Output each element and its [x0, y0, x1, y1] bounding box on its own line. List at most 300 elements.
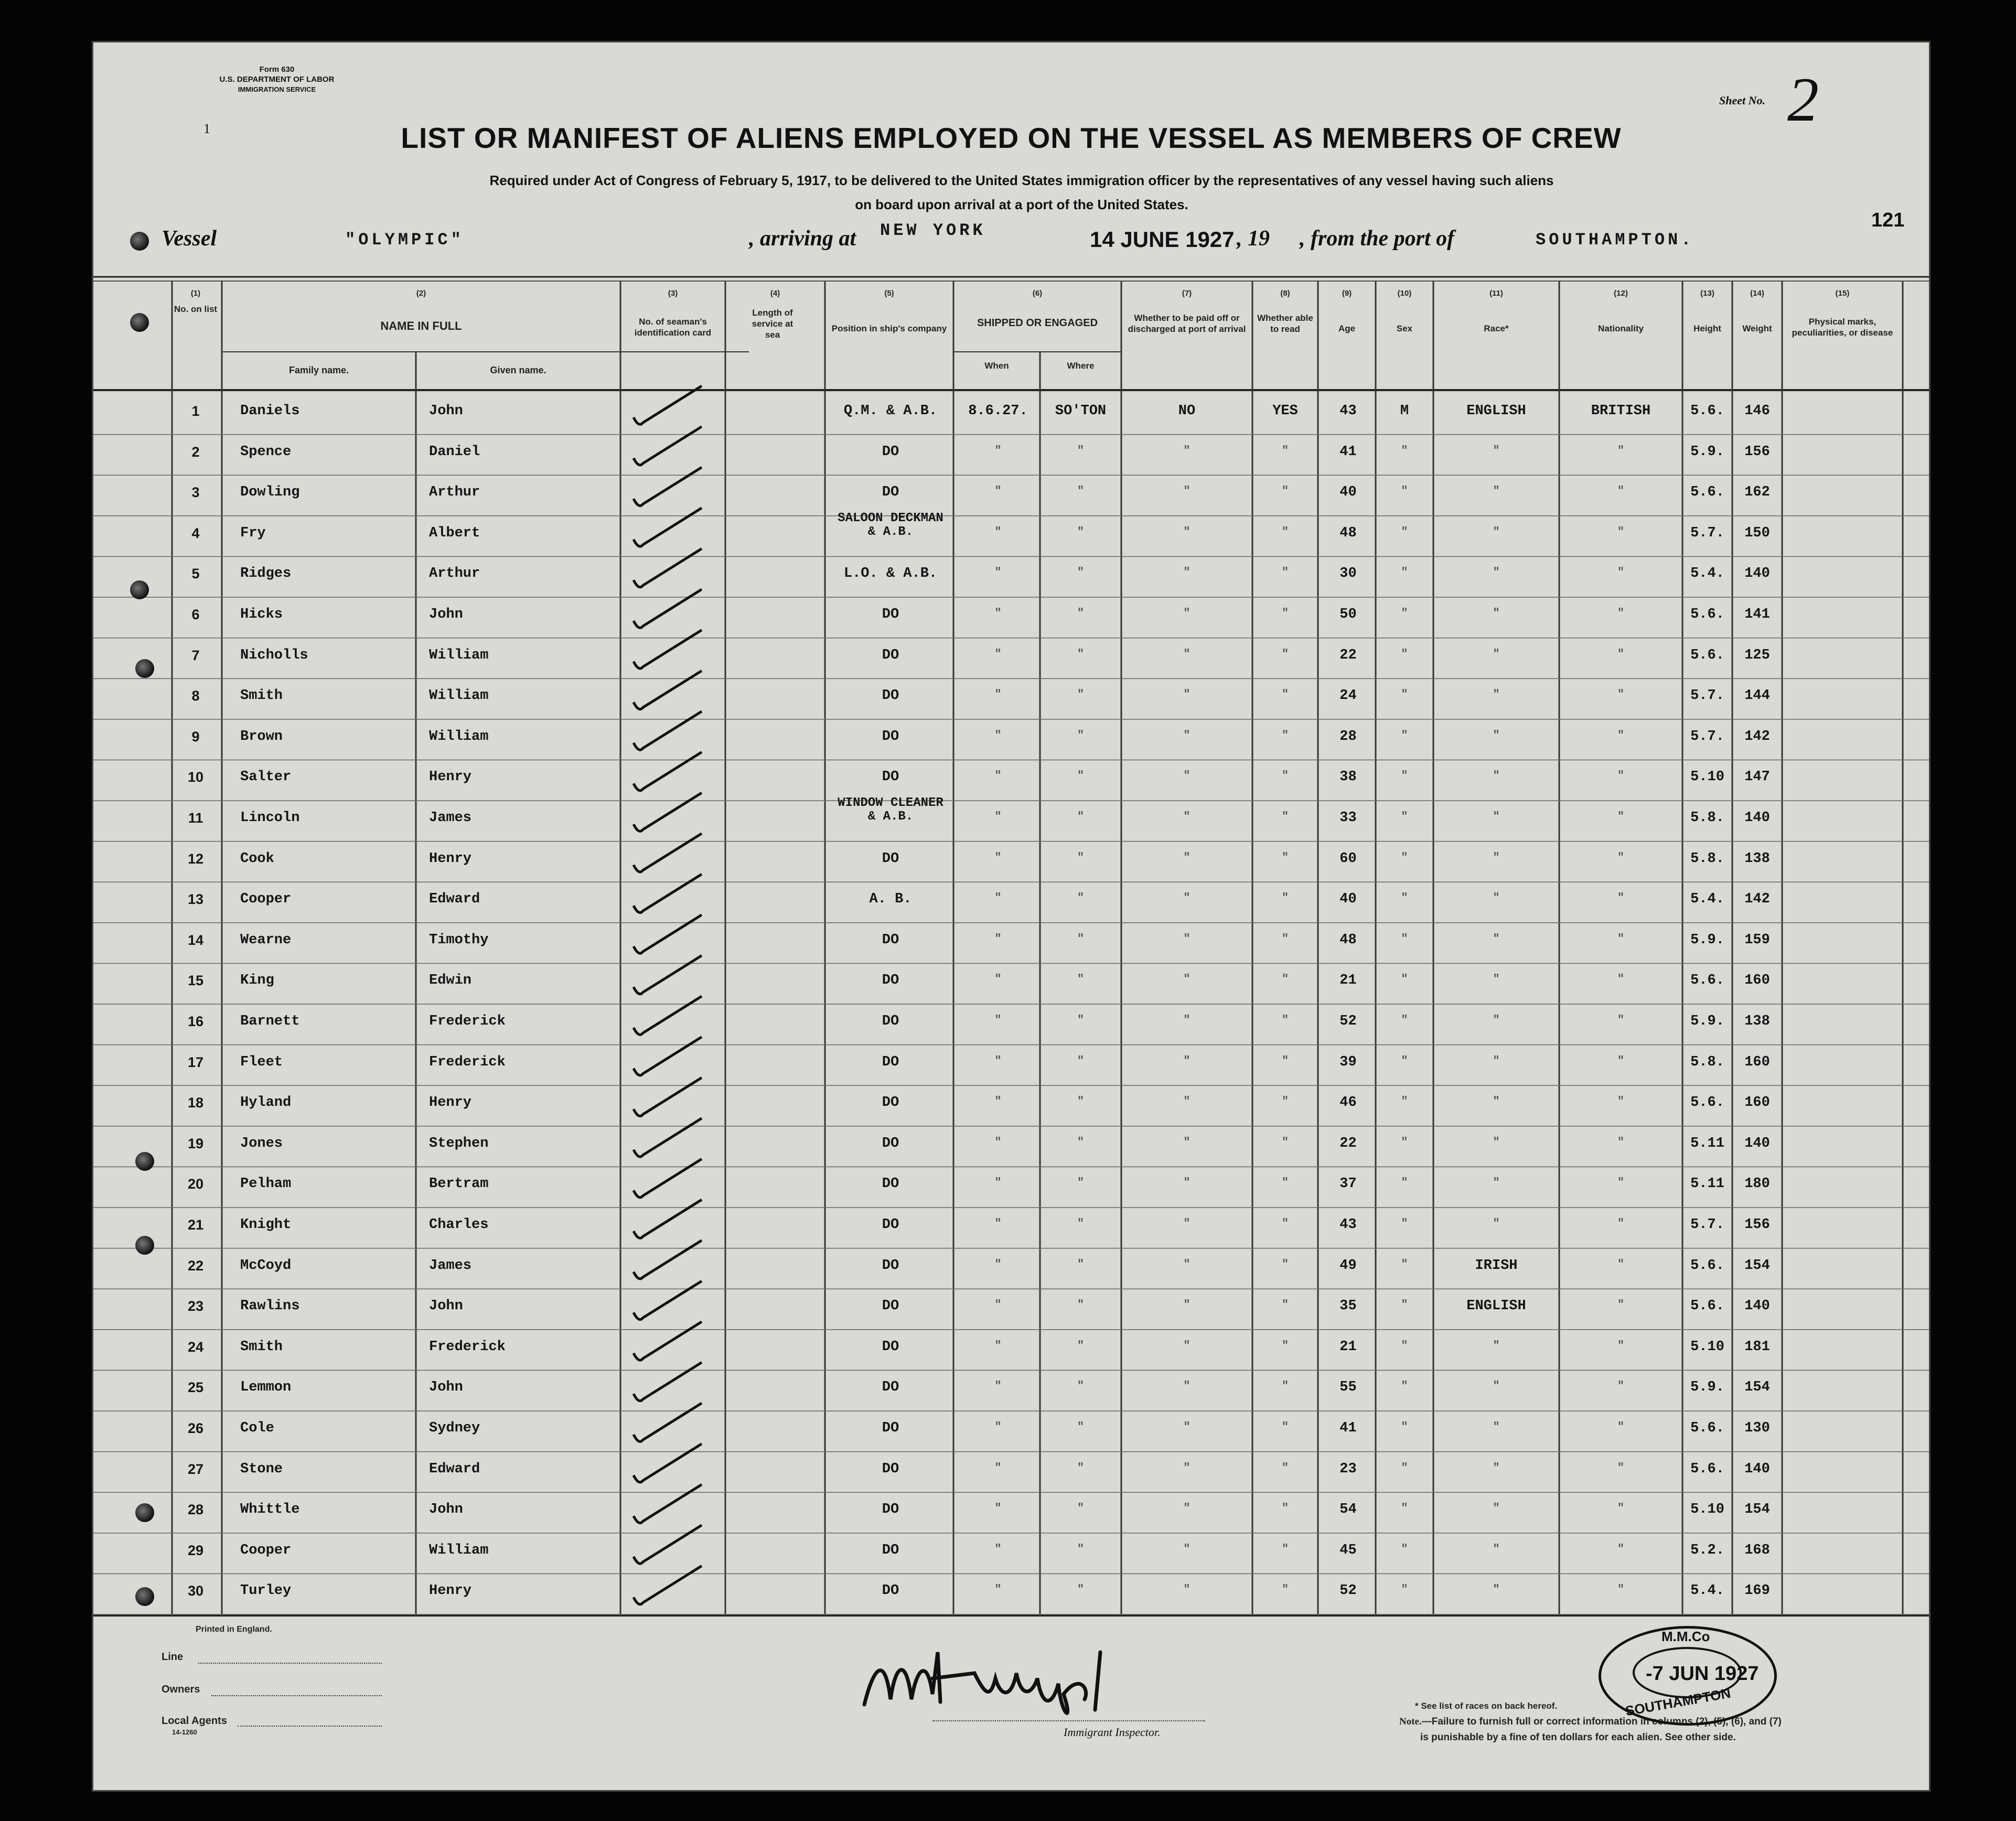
age: 52 — [1339, 1583, 1357, 1599]
shipped-where: " — [1077, 1380, 1085, 1393]
race: " — [1493, 1461, 1500, 1474]
shipped-where: " — [1077, 1054, 1085, 1068]
height: 5.10 — [1690, 1502, 1724, 1518]
check-mark — [634, 1484, 702, 1523]
able-to-read: " — [1281, 1217, 1289, 1230]
family-name: Nicholls — [240, 647, 308, 663]
paid-off: " — [1183, 1339, 1191, 1352]
shipped-when: " — [994, 973, 1002, 986]
col6-number: (6) — [1032, 289, 1043, 298]
shipped-where: " — [1077, 1014, 1085, 1027]
sex: " — [1401, 1502, 1408, 1515]
shipped-when: " — [994, 932, 1002, 945]
nationality: " — [1617, 688, 1625, 702]
row-number: 30 — [187, 1583, 204, 1599]
family-name: Hyland — [240, 1095, 292, 1111]
position: DO — [882, 444, 899, 460]
nationality: " — [1617, 1339, 1625, 1352]
col2-label: NAME IN FULL — [380, 319, 462, 332]
nationality: " — [1617, 891, 1625, 905]
race: " — [1493, 647, 1500, 661]
check-mark — [634, 1444, 702, 1482]
col5-label: Position in ship's company — [831, 324, 947, 333]
paid-off: " — [1183, 1095, 1191, 1108]
local-agents-label: Local Agents — [162, 1715, 227, 1727]
given-name: Edward — [429, 1461, 480, 1477]
shipped-when: " — [994, 769, 1002, 783]
position: DO — [882, 932, 899, 948]
shipped-where: " — [1077, 1583, 1085, 1597]
service-name: IMMIGRATION SERVICE — [238, 85, 316, 93]
weight: 156 — [1744, 444, 1770, 460]
age: 43 — [1339, 403, 1357, 419]
row-number: 7 — [191, 647, 200, 663]
weight: 168 — [1744, 1542, 1770, 1558]
row-number: 8 — [191, 688, 200, 704]
row-number: 18 — [187, 1095, 204, 1111]
position: DO — [882, 1461, 899, 1477]
weight: 140 — [1744, 810, 1770, 826]
from-port-label: , from the port of — [1300, 227, 1455, 251]
family-name: Cooper — [240, 891, 292, 908]
age: 41 — [1339, 444, 1357, 460]
able-to-read: " — [1281, 1135, 1289, 1149]
shipped-when: " — [994, 1380, 1002, 1393]
shipped-when: " — [994, 688, 1002, 702]
row-number: 21 — [187, 1217, 204, 1233]
able-to-read: " — [1281, 1461, 1289, 1474]
race: " — [1493, 1054, 1500, 1068]
binder-hole — [135, 1587, 154, 1606]
race: " — [1493, 973, 1500, 986]
height: 5.6. — [1690, 1461, 1724, 1477]
position: SALOON DECKMAN & A.B. — [838, 511, 943, 539]
age: 40 — [1339, 484, 1357, 501]
weight: 140 — [1744, 1298, 1770, 1314]
height: 5.6. — [1690, 403, 1724, 419]
check-mark — [634, 386, 702, 424]
check-mark — [634, 427, 702, 465]
height: 5.9. — [1690, 1380, 1724, 1396]
age: 22 — [1339, 1135, 1357, 1151]
nationality: " — [1617, 484, 1625, 498]
shipped-where: " — [1077, 1542, 1085, 1556]
paid-off: " — [1183, 810, 1191, 823]
family-name: McCoyd — [240, 1257, 292, 1274]
shipped-when: " — [994, 850, 1002, 864]
given-name: William — [429, 647, 489, 663]
paid-off: " — [1183, 1461, 1191, 1474]
form-identifier — [198, 64, 356, 94]
paid-off: " — [1183, 1217, 1191, 1230]
shipped-when: " — [994, 1420, 1002, 1434]
able-to-read: " — [1281, 525, 1289, 538]
row-number: 23 — [187, 1298, 204, 1314]
row-number: 26 — [187, 1420, 204, 1436]
family-name: Turley — [240, 1583, 292, 1599]
paid-off: " — [1183, 1054, 1191, 1068]
age: 30 — [1339, 566, 1357, 582]
col7-number: (7) — [1182, 289, 1192, 298]
check-mark — [634, 793, 702, 831]
race: " — [1493, 932, 1500, 945]
subtitle-line-1: Required under Act of Congress of February 5, 1917, to be delivered to the United States immigration officer by the representatives of any vessel having such aliens — [489, 173, 1554, 188]
row-number: 6 — [191, 607, 200, 622]
row-number: 13 — [187, 891, 204, 908]
row-number: 24 — [187, 1339, 204, 1355]
paid-off: " — [1183, 525, 1191, 538]
position: DO — [882, 484, 899, 501]
position: DO — [882, 1054, 899, 1070]
sheet-number-label: Sheet No. — [1719, 94, 1765, 107]
check-mark — [634, 752, 702, 790]
row-number: 29 — [187, 1542, 204, 1558]
col6-where-label: Where — [1067, 361, 1095, 371]
shipped-when: " — [994, 1257, 1002, 1271]
shipped-when: " — [994, 1095, 1002, 1108]
position: DO — [882, 688, 899, 704]
able-to-read: " — [1281, 932, 1289, 945]
shipped-where: " — [1077, 1339, 1085, 1352]
weight: 150 — [1744, 525, 1770, 541]
shipped-where: " — [1077, 1217, 1085, 1230]
nationality: BRITISH — [1591, 403, 1651, 419]
height: 5.6. — [1690, 1420, 1724, 1436]
family-name: Fry — [240, 525, 266, 541]
binder-hole — [135, 659, 154, 678]
age: 55 — [1339, 1380, 1357, 1396]
weight: 154 — [1744, 1257, 1770, 1274]
weight: 142 — [1744, 891, 1770, 908]
binder-hole — [130, 313, 149, 332]
weight: 142 — [1744, 728, 1770, 745]
local-agents-field — [238, 1726, 382, 1727]
shipped-where: " — [1077, 607, 1085, 620]
shipped-where: " — [1077, 566, 1085, 579]
sex: " — [1401, 566, 1408, 579]
weight: 160 — [1744, 1054, 1770, 1070]
race: " — [1493, 1095, 1500, 1108]
shipped-where: " — [1077, 1257, 1085, 1271]
nationality: " — [1617, 973, 1625, 986]
given-name: Sydney — [429, 1420, 480, 1436]
binder-hole — [130, 232, 149, 251]
height: 5.6. — [1690, 484, 1724, 501]
weight: 138 — [1744, 1014, 1770, 1029]
row-number: 22 — [187, 1257, 204, 1274]
age: 46 — [1339, 1095, 1357, 1111]
shipped-where: " — [1077, 932, 1085, 945]
nationality: " — [1617, 1583, 1625, 1597]
family-name: Stone — [240, 1461, 283, 1477]
paid-off: " — [1183, 891, 1191, 905]
given-name: Henry — [429, 1095, 472, 1111]
sex: " — [1401, 1298, 1408, 1312]
nationality: " — [1617, 607, 1625, 620]
able-to-read: " — [1281, 1420, 1289, 1434]
position: DO — [882, 769, 899, 785]
paid-off: " — [1183, 1257, 1191, 1271]
shipped-when: " — [994, 1542, 1002, 1556]
sex: " — [1401, 525, 1408, 538]
stamp-date: -7 JUN 1927 — [1646, 1663, 1759, 1685]
nationality: " — [1617, 769, 1625, 783]
check-mark — [634, 1118, 702, 1157]
given-name: John — [429, 607, 463, 622]
shipped-where: " — [1077, 769, 1085, 783]
age: 48 — [1339, 932, 1357, 948]
inspector-label: Immigrant Inspector. — [1064, 1726, 1161, 1739]
family-name: King — [240, 973, 274, 989]
age: 23 — [1339, 1461, 1357, 1477]
race: " — [1493, 810, 1500, 823]
shipped-when: " — [994, 566, 1002, 579]
paid-off: " — [1183, 484, 1191, 498]
col6-when-label: When — [984, 361, 1009, 371]
height: 5.11 — [1690, 1176, 1724, 1192]
paid-off: " — [1183, 850, 1191, 864]
family-name: Salter — [240, 769, 292, 785]
shipped-when: " — [994, 1054, 1002, 1068]
binder-hole — [135, 1236, 154, 1255]
sex: " — [1401, 1095, 1408, 1108]
form-number: Form 630 — [259, 65, 295, 74]
able-to-read: " — [1281, 484, 1289, 498]
arriving-label: , arriving at — [749, 227, 856, 251]
age: 35 — [1339, 1298, 1357, 1314]
line-label: Line — [162, 1651, 184, 1663]
position: DO — [882, 1502, 899, 1518]
check-mark — [634, 915, 702, 953]
age: 21 — [1339, 1339, 1357, 1355]
position: Q.M. & A.B. — [843, 403, 938, 419]
age: 28 — [1339, 728, 1357, 745]
shipped-when: " — [994, 810, 1002, 823]
paid-off: " — [1183, 1380, 1191, 1393]
sex: " — [1401, 1461, 1408, 1474]
check-mark — [634, 508, 702, 546]
paid-off: " — [1183, 1176, 1191, 1190]
family-name: Ridges — [240, 566, 292, 582]
col2-family-label: Family name. — [288, 365, 349, 375]
race: ENGLISH — [1466, 1298, 1526, 1314]
height: 5.7. — [1690, 525, 1724, 541]
shipped-when: 8.6.27. — [968, 403, 1028, 419]
family-name: Barnett — [240, 1014, 300, 1029]
sex: " — [1401, 1014, 1408, 1027]
paid-off: " — [1183, 973, 1191, 986]
age: 21 — [1339, 973, 1357, 989]
sex: " — [1401, 1176, 1408, 1190]
nationality: " — [1617, 1014, 1625, 1027]
position: DO — [882, 1339, 899, 1355]
age: 43 — [1339, 1217, 1357, 1233]
able-to-read: " — [1281, 1054, 1289, 1068]
position: DO — [882, 1380, 899, 1396]
note-text-1: —Failure to furnish full or correct information in columns (2), (5), (6), and (7) — [1421, 1716, 1782, 1727]
age: 41 — [1339, 1420, 1357, 1436]
able-to-read: " — [1281, 566, 1289, 579]
nationality: " — [1617, 1257, 1625, 1271]
given-name: Henry — [429, 769, 472, 785]
paid-off: " — [1183, 688, 1191, 702]
age: 52 — [1339, 1014, 1357, 1029]
able-to-read: " — [1281, 973, 1289, 986]
weight: 159 — [1744, 932, 1770, 948]
shipped-where: " — [1077, 484, 1085, 498]
able-to-read: " — [1281, 769, 1289, 783]
able-to-read: " — [1281, 647, 1289, 661]
height: 5.6. — [1690, 973, 1724, 989]
check-mark — [634, 1281, 702, 1319]
col9-number: (9) — [1342, 289, 1352, 298]
height: 5.6. — [1690, 607, 1724, 622]
position: WINDOW CLEANER & A.B. — [838, 796, 943, 824]
family-name: Smith — [240, 688, 283, 704]
able-to-read: " — [1281, 1014, 1289, 1027]
height: 5.8. — [1690, 810, 1724, 826]
sex: " — [1401, 769, 1408, 783]
col10-label: Sex — [1396, 324, 1413, 333]
check-mark — [634, 671, 702, 709]
sex: " — [1401, 1054, 1408, 1068]
shipped-where: " — [1077, 850, 1085, 864]
given-name: Arthur — [429, 484, 480, 501]
shipped-where: " — [1077, 891, 1085, 905]
shipped-when: " — [994, 1014, 1002, 1027]
check-mark — [634, 955, 702, 994]
position: DO — [882, 1095, 899, 1111]
col12-number: (12) — [1614, 289, 1628, 298]
check-mark — [634, 834, 702, 872]
col13-label: Height — [1693, 324, 1721, 333]
given-name: William — [429, 728, 489, 745]
sex: " — [1401, 1380, 1408, 1393]
sex: " — [1401, 932, 1408, 945]
printed-in: Printed in England. — [196, 1625, 272, 1634]
form-code: 14-1260 — [172, 1728, 197, 1736]
check-mark — [634, 548, 702, 587]
binder-hole — [135, 1152, 154, 1171]
race: " — [1493, 891, 1500, 905]
shipped-when: " — [994, 607, 1002, 620]
race-note: * See list of races on back hereof. — [1415, 1701, 1558, 1711]
note-text-2: is punishable by a fine of ten dollars for each alien. See other side. — [1420, 1732, 1736, 1743]
shipped-when: " — [994, 728, 1002, 742]
col2-given-label: Given name. — [490, 365, 546, 375]
col14-number: (14) — [1750, 289, 1764, 298]
sex: " — [1401, 891, 1408, 905]
race: " — [1493, 607, 1500, 620]
paid-off: " — [1183, 1135, 1191, 1149]
position: A. B. — [869, 891, 912, 908]
given-name: Albert — [429, 525, 480, 541]
race: " — [1493, 850, 1500, 864]
nationality: " — [1617, 1380, 1625, 1393]
nationality: " — [1617, 1461, 1625, 1474]
inspector-line — [932, 1720, 1205, 1721]
race: " — [1493, 525, 1500, 538]
height: 5.4. — [1690, 566, 1724, 582]
given-name: Charles — [429, 1217, 489, 1233]
race: " — [1493, 1502, 1500, 1515]
check-mark — [634, 1566, 702, 1604]
row-number: 5 — [191, 566, 200, 582]
height: 5.4. — [1690, 891, 1724, 908]
given-name: Frederick — [429, 1339, 506, 1355]
col13-number: (13) — [1700, 289, 1714, 298]
given-name: Frederick — [429, 1054, 506, 1070]
weight: 154 — [1744, 1502, 1770, 1518]
sex: " — [1401, 1542, 1408, 1556]
check-mark — [634, 1362, 702, 1400]
race: " — [1493, 1135, 1500, 1149]
page-title: LIST OR MANIFEST OF ALIENS EMPLOYED ON THE VESSEL AS MEMBERS OF CREW — [401, 122, 1622, 154]
margin-mark: 1 — [203, 121, 210, 136]
shipped-where: " — [1077, 1135, 1085, 1149]
able-to-read: " — [1281, 1542, 1289, 1556]
stamp-company: M.M.Co — [1661, 1629, 1710, 1644]
given-name: John — [429, 1298, 463, 1314]
height: 5.7. — [1690, 728, 1724, 745]
year-label: , 19 — [1237, 227, 1270, 251]
col8-number: (8) — [1280, 289, 1290, 298]
height: 5.9. — [1690, 444, 1724, 460]
check-mark — [634, 1200, 702, 1238]
col12-label: Nationality — [1598, 324, 1644, 333]
given-name: Daniel — [429, 444, 480, 460]
subtitle-line-2: on board upon arrival at a port of the United States. — [855, 197, 1188, 212]
sex: " — [1401, 444, 1408, 457]
weight: 130 — [1744, 1420, 1770, 1436]
race: " — [1493, 769, 1500, 783]
shipped-when: " — [994, 1502, 1002, 1515]
sex: " — [1401, 728, 1408, 742]
nationality: " — [1617, 1502, 1625, 1515]
col3-number: (3) — [668, 289, 678, 298]
family-name: Cook — [240, 850, 274, 867]
table-grid — [93, 42, 1929, 1790]
height: 5.11 — [1690, 1135, 1724, 1151]
height: 5.10 — [1690, 769, 1724, 785]
weight: 181 — [1744, 1339, 1770, 1355]
check-mark — [634, 874, 702, 912]
sex: M — [1400, 403, 1409, 419]
check-mark — [634, 1159, 702, 1197]
family-name: Lemmon — [240, 1380, 292, 1396]
nationality: " — [1617, 1135, 1625, 1149]
position: DO — [882, 1176, 899, 1192]
row-number: 16 — [187, 1014, 204, 1029]
departure-port: SOUTHAMPTON. — [1536, 230, 1695, 250]
col7-label: Whether to be paid off or discharged at port of arrival — [1128, 313, 1246, 334]
row-number: 17 — [187, 1054, 204, 1070]
nationality: " — [1617, 566, 1625, 579]
col1-label: No. on list — [174, 304, 218, 314]
weight: 140 — [1744, 1461, 1770, 1477]
weight: 140 — [1744, 566, 1770, 582]
nationality: " — [1617, 1298, 1625, 1312]
reference-number: 121 — [1871, 209, 1905, 231]
shipped-when: " — [994, 1135, 1002, 1149]
family-name: Whittle — [240, 1502, 300, 1518]
weight: 140 — [1744, 1135, 1770, 1151]
position: DO — [882, 1420, 899, 1436]
given-name: Henry — [429, 850, 472, 867]
family-name: Wearne — [240, 932, 292, 948]
weight: 146 — [1744, 403, 1770, 419]
age: 60 — [1339, 850, 1357, 867]
